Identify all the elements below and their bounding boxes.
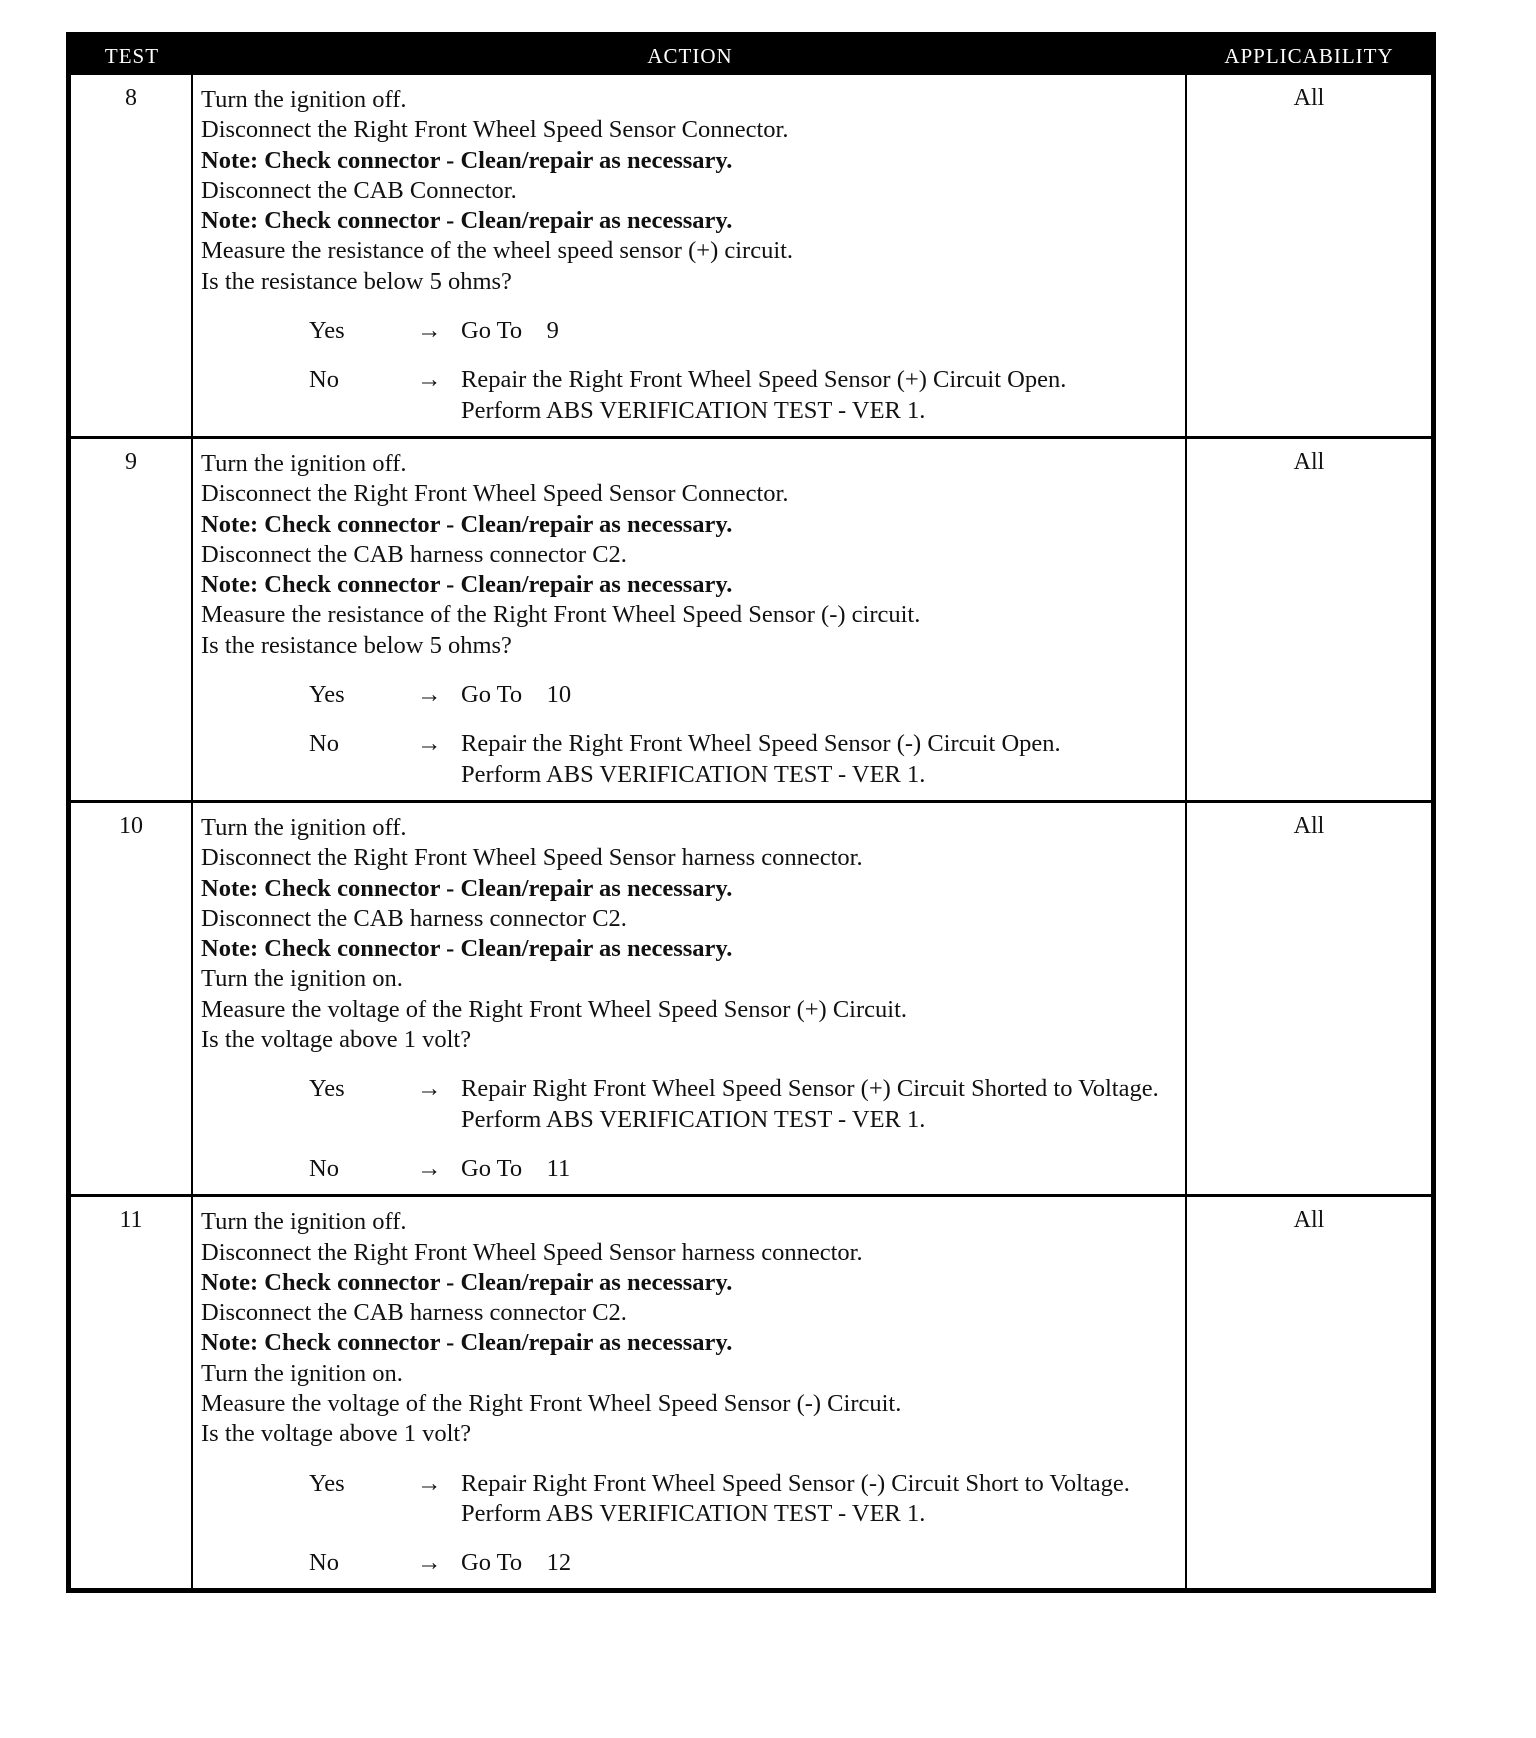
arrow-icon: →: [417, 1549, 442, 1577]
result-label: Yes: [309, 681, 345, 709]
result-label: No: [309, 1154, 339, 1182]
arrow-icon: →: [417, 366, 442, 394]
result-branch: [201, 729, 1179, 790]
result-label: Yes: [309, 1469, 345, 1497]
step-line: Measure the voltage of the Right Front Wheel Speed Sensor (+) Circuit.: [201, 995, 908, 1023]
action-cell: [193, 803, 1187, 1194]
step-line: Disconnect the Right Front Wheel Speed Sensor harness connector.: [201, 844, 863, 872]
step-line: Disconnect the CAB harness connector C2.: [201, 904, 627, 932]
result-label: No: [309, 730, 339, 758]
result-line: Perform ABS VERIFICATION TEST - VER 1.: [461, 1105, 926, 1133]
step-line: Turn the ignition off.: [201, 449, 407, 477]
result-label: No: [309, 1549, 339, 1577]
note-line: Note: Check connector - Clean/repair as necessary.: [201, 571, 733, 599]
result-line: Perform ABS VERIFICATION TEST - VER 1.: [461, 396, 926, 424]
step-line: Turn the ignition off.: [201, 86, 407, 113]
note-line: Note: Check connector - Clean/repair as necessary.: [201, 146, 733, 174]
step-line: Turn the ignition off.: [201, 813, 407, 841]
arrow-icon: →: [417, 317, 442, 345]
step-line: Disconnect the Right Front Wheel Speed Sensor Connector.: [201, 480, 789, 508]
table-header: [71, 37, 1431, 75]
step-line: Disconnect the Right Front Wheel Speed Sensor harness connector.: [201, 1238, 863, 1266]
header-test: TEST: [104, 43, 160, 68]
result-line: Go To 11: [461, 1154, 571, 1182]
result-text: [461, 365, 1179, 426]
result-line: Repair Right Front Wheel Speed Sensor (+) Circuit Shorted to Voltage.: [461, 1075, 1159, 1103]
step-line: Disconnect the CAB Connector.: [201, 176, 517, 204]
table-row: [71, 75, 1431, 436]
test-number: 10: [71, 803, 193, 1194]
applicability: All: [1293, 1207, 1325, 1234]
result-branch: [201, 316, 1179, 346]
action-cell: [193, 1197, 1187, 1588]
result-branch: [201, 680, 1179, 710]
result-line: Repair Right Front Wheel Speed Sensor (-) Circuit Short to Voltage.: [461, 1469, 1130, 1497]
step-line: Measure the resistance of the wheel speed sensor (+) circuit.: [201, 237, 794, 265]
applicability: All: [1293, 85, 1325, 111]
step-line: Is the voltage above 1 volt?: [201, 1026, 472, 1054]
step-line: Is the resistance below 5 ohms?: [201, 631, 512, 659]
step-line: Is the resistance below 5 ohms?: [201, 267, 512, 295]
result-text: [461, 729, 1179, 790]
arrow-icon: →: [417, 681, 442, 709]
step-line: Turn the ignition on.: [201, 965, 403, 993]
header-applicability: APPLICABILITY: [1224, 43, 1394, 68]
result-line: Go To 12: [461, 1549, 572, 1577]
table-row: [71, 800, 1431, 1194]
arrow-icon: →: [417, 730, 442, 758]
result-text: [461, 680, 1179, 710]
table-body: [71, 75, 1431, 1588]
result-branch: [201, 1548, 1179, 1578]
step-line: Disconnect the CAB harness connector C2.: [201, 540, 627, 568]
note-line: Note: Check connector - Clean/repair as necessary.: [201, 1268, 733, 1296]
result-line: Repair the Right Front Wheel Speed Sensor (+) Circuit Open.: [461, 366, 1067, 394]
result-text: [461, 1469, 1179, 1530]
result-line: Repair the Right Front Wheel Speed Sensor (-) Circuit Open.: [461, 730, 1061, 758]
diagnostic-test-table: [66, 32, 1436, 1593]
note-line: Note: Check connector - Clean/repair as necessary.: [201, 935, 733, 963]
result-branch: [201, 1154, 1179, 1184]
result-line: Perform ABS VERIFICATION TEST - VER 1.: [461, 1499, 926, 1527]
result-label: Yes: [309, 317, 345, 345]
result-text: [461, 316, 1179, 346]
arrow-icon: →: [417, 1075, 442, 1103]
note-line: Note: Check connector - Clean/repair as necessary.: [201, 510, 733, 538]
result-branch: [201, 1074, 1179, 1135]
result-text: [461, 1548, 1179, 1578]
arrow-icon: →: [417, 1469, 442, 1497]
test-number: 9: [71, 439, 193, 800]
step-line: Is the voltage above 1 volt?: [201, 1420, 472, 1448]
result-line: Go To 10: [461, 681, 572, 709]
action-cell: [193, 75, 1187, 436]
action-cell: [193, 439, 1187, 800]
result-text: [461, 1154, 1179, 1184]
result-label: No: [309, 366, 339, 394]
arrow-icon: →: [417, 1154, 442, 1182]
test-number: 8: [71, 75, 193, 436]
header-action: ACTION: [647, 43, 733, 68]
applicability: All: [1293, 448, 1325, 475]
result-text: [461, 1074, 1179, 1135]
result-branch: [201, 365, 1179, 426]
table-row: [71, 436, 1431, 800]
table-row: [71, 1194, 1431, 1588]
result-label: Yes: [309, 1075, 345, 1103]
step-line: Disconnect the CAB harness connector C2.: [201, 1299, 627, 1327]
applicability: All: [1293, 812, 1325, 839]
note-line: Note: Check connector - Clean/repair as necessary.: [201, 207, 733, 235]
result-branch: [201, 1469, 1179, 1530]
note-line: Note: Check connector - Clean/repair as necessary.: [201, 874, 733, 902]
note-line: Note: Check connector - Clean/repair as necessary.: [201, 1329, 733, 1357]
step-line: Disconnect the Right Front Wheel Speed Sensor Connector.: [201, 116, 789, 144]
test-number: 11: [71, 1197, 193, 1588]
step-line: Turn the ignition on.: [201, 1359, 403, 1387]
result-line: Go To 9: [461, 317, 559, 345]
step-line: Measure the voltage of the Right Front Wheel Speed Sensor (-) Circuit.: [201, 1389, 902, 1417]
result-line: Perform ABS VERIFICATION TEST - VER 1.: [461, 760, 926, 788]
step-line: Measure the resistance of the Right Front Wheel Speed Sensor (-) circuit.: [201, 601, 921, 629]
step-line: Turn the ignition off.: [201, 1208, 407, 1236]
